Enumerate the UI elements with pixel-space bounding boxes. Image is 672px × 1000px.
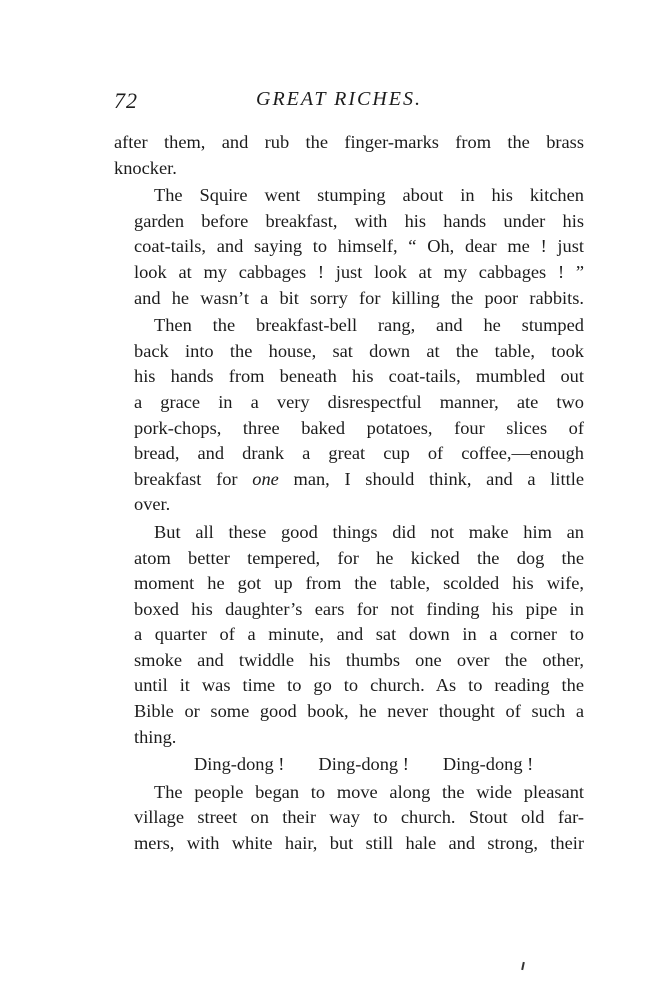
text-line: mers, with white hair, but still hale and strong, their [134,833,584,854]
text-line: atom better tempered, for he kicked the dog the [134,547,584,568]
text-line: Then the breakfast-bell rang, and he stumped [154,315,584,336]
text-line: But all these good things did not make him an [154,521,584,542]
paragraph-breakfast [114,313,584,518]
running-head: GREAT RICHES. [256,88,422,110]
text-line: village street on their way to church. Stout old far- [134,807,584,828]
paragraph-continued [114,130,584,181]
text-line: thing. [134,726,177,747]
text-line: and he wasn’t a bit sorry for killing the poor rabbits. [134,287,584,308]
text-line: a grace in a very disrespectful manner, ate two [134,391,584,412]
text-run: man, I should think, and a little [278,468,584,489]
page-header [114,88,584,118]
text-line: until it was time to go to church. As to reading the [134,675,584,696]
text-line: a quarter of a minute, and sat down in a corner to [134,624,584,645]
body-text [114,130,584,857]
text-line: Bible or some good book, he never thought of such a [134,701,584,722]
text-line: smoke and twiddle his thumbs one over the other, [134,649,584,670]
bell-sound: Ding-dong ! [194,754,285,775]
text-line: pork-chops, three baked potatoes, four slices of [134,417,584,438]
paragraph-village-street [114,780,584,857]
text-line: over. [134,494,171,515]
bell-sound: Ding-dong ! [442,754,534,775]
text-line: his hands from beneath his coat-tails, mumbled out [134,366,584,387]
bell-sound: Ding-dong ! [318,754,409,775]
text-line: moment he got up from the table, scolded his wife, [134,573,584,594]
text-line: back into the house, sat down at the table, took [134,340,584,361]
text-line: garden before breakfast, with his hands under his [134,210,584,231]
text-line [134,752,533,778]
text-line: look at my cabbages ! just look at my cabbages ! ” [134,261,584,282]
text-line-emphasis [114,467,584,493]
emphasized-word: one [252,468,279,489]
text-line: coat-tails, and saying to himself, “ Oh, dear me ! just [134,236,584,257]
paragraph-church-bells [114,752,584,778]
text-line: The Squire went stumping about in his kitchen [154,185,584,206]
text-line: bread, and drank a great cup of coffee,—enough [134,443,584,464]
text-line: boxed his daughter’s ears for not finding his pipe in [134,598,584,619]
print-speck [521,962,525,970]
text-line: after them, and rub the finger-marks from the brass [114,132,584,152]
text-line: knocker. [114,157,177,178]
text-run: breakfast for [134,468,253,489]
paragraph-squire-garden [114,183,584,311]
paragraph-bad-temper [114,520,584,750]
text-line: The people began to move along the wide pleasant [154,781,584,802]
page-number: 72 [114,88,138,113]
